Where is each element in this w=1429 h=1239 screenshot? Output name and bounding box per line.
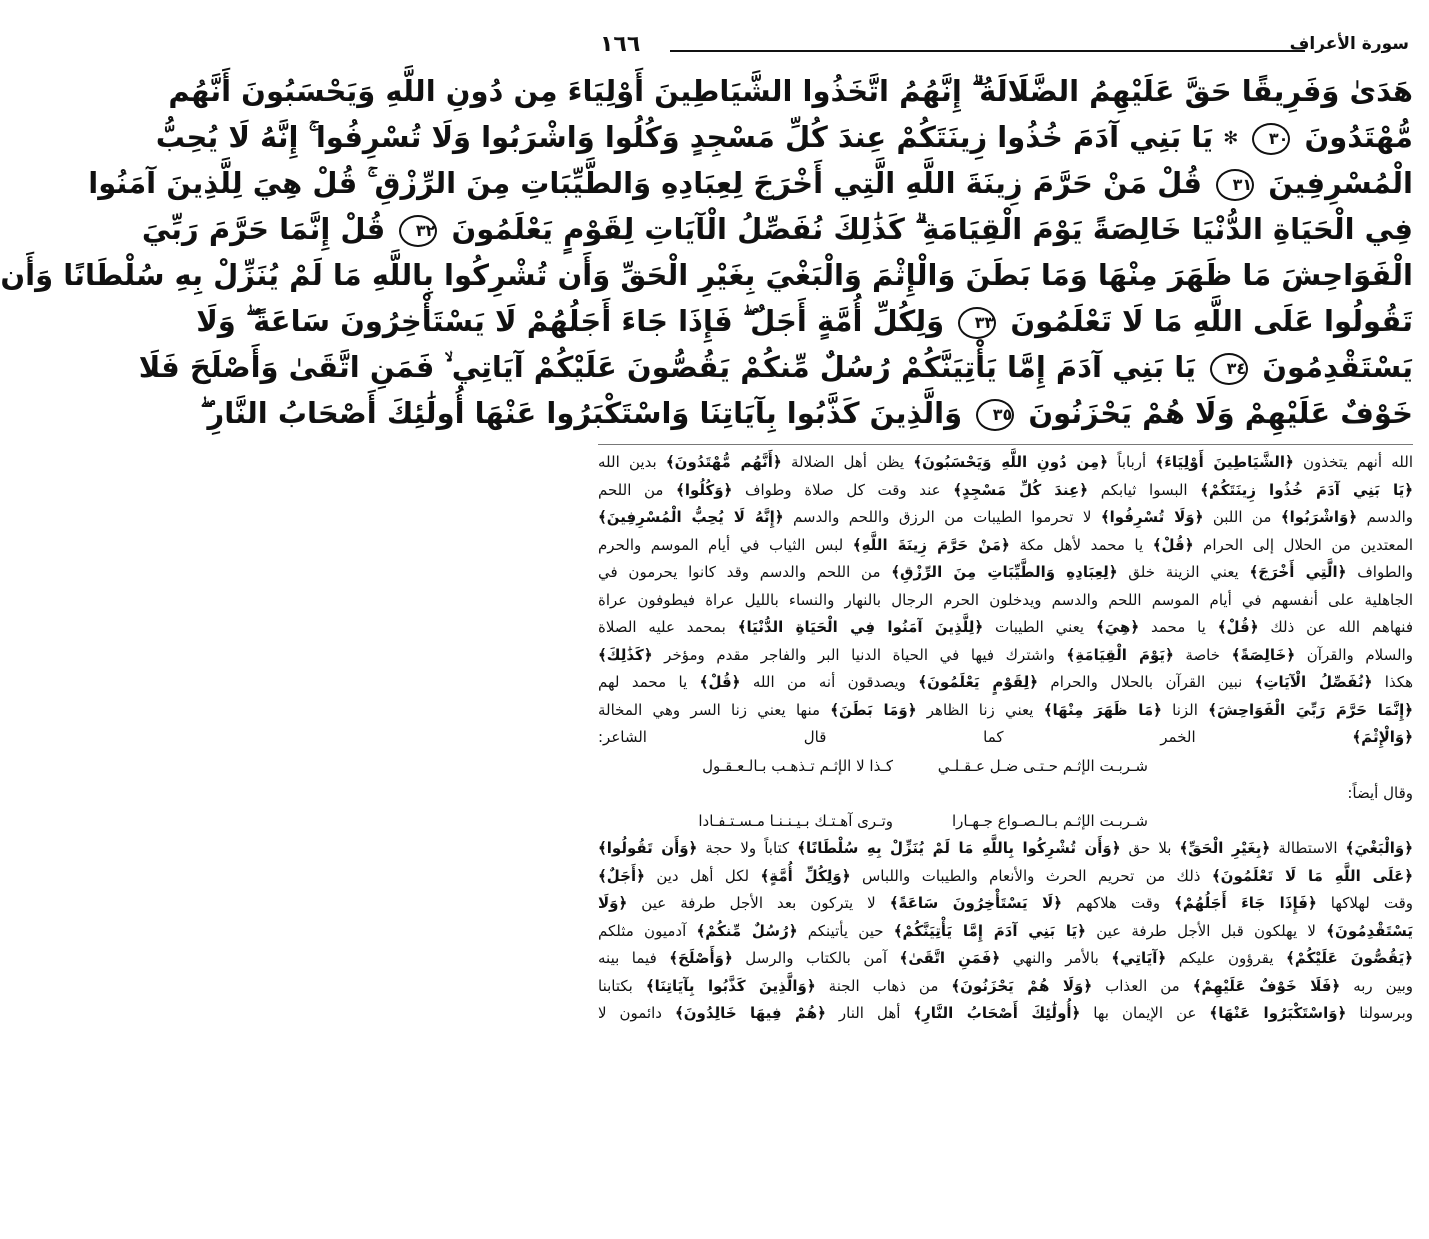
ayah-number-marker: ٣٣ [958, 307, 996, 339]
commentary-text: وبين ربه [1340, 976, 1414, 995]
ayah-number-marker: ٣٠ [1252, 123, 1290, 155]
commentary-text: عند وقت كل صلاة وطواف [732, 480, 954, 499]
quoted-quran-phrase: ﴿الَّتِي أَخْرَجَ﴾ [1249, 563, 1347, 581]
quoted-quran-phrase: ﴿أَنَّهُم مُّهْتَدُونَ﴾ [665, 453, 782, 471]
commentary-text: يعني الطيبات [983, 618, 1096, 636]
commentary-text: دائمون لا [598, 1004, 675, 1022]
quran-line [200, 390, 1413, 436]
tafsir-line [598, 945, 1413, 973]
commentary-text: حين يأتينكم [797, 921, 894, 940]
quoted-quran-phrase: ﴿وَأَن تَقُولُوا﴾ [598, 839, 698, 857]
commentary-text: والطواف [1346, 563, 1413, 581]
commentary-text: من اللحم [598, 480, 677, 499]
tafsir-line [598, 449, 1413, 477]
commentary-text: والسلام والقرآن [1295, 645, 1413, 664]
quoted-quran-phrase: ﴿مِن دُونِ اللَّهِ وَيَحْسَبُونَ﴾ [913, 453, 1109, 471]
quran-text-run: الْمُسْرِفِينَ [1268, 166, 1413, 200]
quran-text-run: يَا بَنِي آدَمَ إِمَّا يَأْتِيَنَّكُمْ رُسُلٌ مِّنكُمْ يَقُصُّونَ عَلَيْكُمْ آيَاتِي ۙ فَمَنِ اتَّقَىٰ وَأَصْلَحَ فَلَا [138, 350, 1197, 384]
commentary-text: هكذا [1372, 673, 1414, 691]
commentary-text: لا يهلكون قبل الأجل طرفة عين [1085, 921, 1327, 940]
quoted-quran-phrase: ﴿لَا يَسْتَأْخِرُونَ سَاعَةً﴾ [889, 894, 1063, 912]
commentary-text: يا محمد لأهل مكة [1009, 535, 1153, 554]
header-rule [670, 50, 1305, 52]
commentary-text: وبرسولنا [1346, 1004, 1413, 1022]
poem-verse-2 [598, 807, 1413, 835]
quran-text-run: قُلْ إِنَّمَا حَرَّمَ رَبِّيَ [141, 212, 386, 246]
quoted-quran-phrase: ﴿يَقُصُّونَ عَلَيْكُمْ﴾ [1286, 949, 1413, 967]
commentary-text: يا محمد لهم [598, 673, 700, 691]
rub-hizb-star-icon: ✻ [1223, 128, 1239, 149]
commentary-text: لبس الثياب في أيام الموسم والحرم [598, 535, 853, 554]
commentary-text: منها يعني زنا السر وهي المخالة [598, 700, 831, 719]
quoted-quran-phrase: ﴿يَا بَنِي آدَمَ خُذُوا زِينَتَكُمْ﴾ [1200, 480, 1414, 499]
commentary-text: والدسم [1357, 508, 1413, 526]
quoted-quran-phrase: ﴿قُلْ﴾ [699, 673, 741, 691]
commentary-text: الجاهلية على أنفسهم في أيام الموسم اللحم والدسم ويدخلون الحرم الرجال بالنهار والنساء بالليل عراة فيطوفون عراة [598, 590, 1413, 609]
tafsir-line [598, 863, 1413, 891]
quran-text-run: خَوْفٌ عَلَيْهِمْ وَلَا هُمْ يَحْزَنُونَ [1028, 396, 1413, 430]
quoted-quran-phrase: ﴿يَا بَنِي آدَمَ إِمَّا يَأْتِيَنَّكُمْ﴾ [893, 921, 1086, 940]
commentary-text: الزنا [1161, 700, 1209, 719]
quoted-quran-phrase: ﴿قُلْ﴾ [1152, 535, 1194, 554]
section-divider [598, 444, 1413, 445]
commentary-text: عن الإيمان بها [1080, 1004, 1210, 1022]
commentary-text: يعني الزينة خلق [1117, 563, 1250, 581]
quran-text-run: وَالَّذِينَ كَذَّبُوا بِآيَاتِنَا وَاسْتَكْبَرُوا عَنْهَا أُولَٰئِكَ أَصْحَابُ النَّارِ ۖ [200, 396, 963, 430]
quoted-quran-phrase: ﴿وَأَن تُشْرِكُوا بِاللَّهِ مَا لَمْ يُنَزِّلْ بِهِ سُلْطَانًا﴾ [797, 839, 1121, 857]
commentary-text: أرباباً [1108, 453, 1156, 471]
page-header [598, 30, 1413, 60]
tafsir-block-1 [598, 449, 1413, 752]
tafsir-line [598, 973, 1413, 1001]
tafsir-line [598, 477, 1413, 505]
quoted-quran-phrase: ﴿وَأَصْلَحَ﴾ [669, 949, 733, 967]
quoted-quran-phrase: ﴿قُلْ﴾ [1217, 618, 1259, 636]
quoted-quran-phrase: ﴿أُولَٰئِكَ أَصْحَابُ النَّارِ﴾ [913, 1004, 1081, 1022]
quoted-quran-phrase: ﴿إِنَّهُ لَا يُحِبُّ الْمُسْرِفِينَ﴾ [598, 508, 784, 526]
poem-verse-1 [598, 752, 1413, 780]
quoted-quran-phrase: ﴿وَلَا هُمْ يَحْزَنُونَ﴾ [951, 976, 1093, 995]
quoted-quran-phrase: ﴿نُفَصِّلُ الْآيَاتِ﴾ [1254, 673, 1373, 691]
quoted-quran-phrase: ﴿وَلِكُلِّ أُمَّةٍ﴾ [760, 866, 851, 885]
commentary-text: يا محمد [1139, 618, 1218, 636]
poem-hemistich: كـذا لا الإثـم تـذهـب بـالـعـقـول [702, 756, 893, 775]
quoted-quran-phrase: ﴿الشَّيَاطِينَ أَوْلِيَاءَ﴾ [1155, 453, 1294, 471]
quoted-quran-phrase: ﴿أَجَلٌ﴾ [598, 866, 645, 885]
quoted-quran-phrase: ﴿وَمَا بَطَنَ﴾ [830, 700, 917, 719]
commentary-text: وقت لهلاكها [1316, 894, 1413, 912]
quran-line [155, 114, 1413, 160]
page-number: ١٦٦ [600, 32, 641, 57]
quoted-quran-phrase: ﴿هِيَ﴾ [1095, 618, 1140, 636]
quran-text-run: وَلِكُلِّ أُمَّةٍ أَجَلٌ ۖ فَإِذَا جَاءَ أَجَلُهُمْ لَا يَسْتَأْخِرُونَ سَاعَةً ۖ وَلَا [196, 304, 945, 338]
commentary-text: من العذاب [1092, 976, 1193, 995]
commentary-text: يظن أهل الضلالة [781, 453, 914, 471]
quran-text-run: تَقُولُوا عَلَى اللَّهِ مَا لَا تَعْلَمُونَ [1010, 304, 1413, 338]
commentary-text: من اللحم والدسم وقد كانوا يحرمون في [598, 563, 892, 581]
quran-line [138, 344, 1413, 390]
quoted-quran-phrase: ﴿مَا ظَهَرَ مِنْهَا﴾ [1043, 700, 1162, 719]
commentary-text: بدين الله [598, 453, 666, 471]
poem-hemistich: وتـرى آهـتـك بـيـنـنـا مـسـتـفـادا [698, 812, 893, 830]
commentary-text: كتاباً ولا حجة [697, 839, 798, 857]
quran-text [0, 68, 1413, 436]
commentary-text: يقرؤون عليكم [1166, 949, 1287, 967]
quoted-quran-phrase: ﴿وَالْإِثْمَ﴾ [1352, 728, 1413, 746]
commentary-text: المعتدين من الحلال إلى الحرام [1193, 535, 1413, 554]
quoted-quran-phrase: ﴿بِغَيْرِ الْحَقِّ﴾ [1179, 839, 1271, 857]
quran-line [141, 206, 1413, 252]
commentary-text: وقت هلاكهم [1062, 894, 1175, 912]
commentary-text: بكتابنا [598, 976, 646, 995]
tafsir-line [598, 614, 1413, 642]
quoted-quran-phrase: ﴿كَذَٰلِكَ﴾ [598, 645, 653, 664]
tafsir-line [598, 504, 1413, 532]
tafsir-line [598, 835, 1413, 863]
commentary-text: البسوا ثيابكم [1088, 480, 1201, 499]
quoted-quran-phrase: ﴿إِنَّمَا حَرَّمَ رَبِّيَ الْفَوَاحِشَ﴾ [1208, 700, 1414, 719]
quoted-quran-phrase: ﴿لِقَوْمٍ يَعْلَمُونَ﴾ [918, 673, 1039, 691]
poem-hemistich: شـربـت الإثـم بـالـصـواع جـهـارا [951, 812, 1148, 830]
commentary-text: آمن بالكتاب والرسل [732, 949, 900, 967]
tafsir-commentary [598, 449, 1413, 1028]
quran-text-run: هَدَىٰ وَفَرِيقًا حَقَّ عَلَيْهِمُ الضَّلَالَةُ ۗ إِنَّهُمُ اتَّخَذُوا الشَّيَاطِينَ أَوْلِيَاءَ مِن دُونِ اللَّهِ وَيَحْسَبُونَ أَنَّهُم [168, 74, 1413, 108]
commentary-text: خاصة [1173, 645, 1232, 664]
commentary-text: بمحمد عليه الصلاة [598, 618, 738, 636]
commentary-text: آدميون مثلكم [598, 921, 697, 940]
quoted-quran-phrase: ﴿وَلَا [598, 894, 628, 912]
quoted-quran-phrase: ﴿يَوْمَ الْقِيَامَةِ﴾ [1066, 645, 1174, 664]
quoted-quran-phrase: ﴿مَنْ حَرَّمَ زِينَةَ اللَّهِ﴾ [852, 535, 1010, 554]
ayah-number-marker: ٣٥ [976, 399, 1014, 431]
tafsir-line [598, 918, 1413, 946]
tafsir-block-2 [598, 835, 1413, 1028]
quoted-quran-phrase: ﴿فَمَنِ اتَّقَىٰ﴾ [899, 949, 1001, 967]
commentary-text: واشترك فيها في الحياة الدنيا البر والفاجر مقدم ومؤخر [652, 645, 1067, 664]
also-said: وقال أيضاً: [1347, 783, 1413, 802]
tafsir-line [598, 890, 1413, 918]
tafsir-line [598, 669, 1413, 697]
quoted-quran-phrase: ﴿عَلَى اللَّهِ مَا لَا تَعْلَمُونَ﴾ [1211, 866, 1413, 885]
ayah-number-marker: ٣٢ [399, 215, 437, 247]
tafsir-line [598, 532, 1413, 560]
commentary-text: بالأمر والنهي [1000, 949, 1112, 967]
commentary-text: نبين القرآن بالحلال والحرام [1038, 673, 1255, 691]
quoted-quran-phrase: ﴿وَلَا تُسْرِفُوا﴾ [1100, 508, 1204, 526]
commentary-text: الخمر كما قال الشاعر: [598, 728, 1353, 746]
commentary-text: ويصدقون أنه من الله [740, 673, 919, 691]
commentary-text: يعني زنا الظاهر [916, 700, 1044, 719]
quoted-quran-phrase: ﴿وَكُلُوا﴾ [676, 480, 733, 499]
commentary-text: من ذهاب الجنة [815, 976, 952, 995]
commentary-text: أهل النار [825, 1004, 914, 1022]
commentary-text: الاستطالة [1270, 839, 1346, 857]
quran-line [196, 298, 1413, 344]
commentary-text: بلا حق [1120, 839, 1180, 857]
quoted-quran-phrase: ﴿وَاشْرَبُوا﴾ [1280, 508, 1358, 526]
quoted-quran-phrase: ﴿لِلَّذِينَ آمَنُوا فِي الْحَيَاةِ الدُّنْيَا﴾ [737, 618, 984, 636]
quoted-quran-phrase: ﴿وَالْبَغْيَ﴾ [1345, 839, 1413, 857]
quran-line [168, 68, 1413, 114]
quran-text-run: الْفَوَاحِشَ مَا ظَهَرَ مِنْهَا وَمَا بَطَنَ وَالْإِثْمَ وَالْبَغْيَ بِغَيْرِ الْحَقِّ وَأَن تُشْرِكُوا بِاللَّهِ مَا لَمْ يُنَزِّلْ بِهِ سُلْطَانًا وَأَن [0, 258, 1413, 292]
tafsir-line [598, 642, 1413, 670]
tafsir-line [598, 724, 1413, 752]
quoted-quran-phrase: ﴿وَالَّذِينَ كَذَّبُوا بِآيَاتِنَا﴾ [645, 976, 816, 995]
commentary-text: ذلك من تحريم الحرث والأنعام والطيبات واللباس [850, 866, 1212, 885]
poem-hemistich: شـربـت الإثـم حـتـى ضـل عـقـلـي [937, 756, 1148, 775]
quran-text-run: قُلْ مَنْ حَرَّمَ زِينَةَ اللَّهِ الَّتِي أَخْرَجَ لِعِبَادِهِ وَالطَّيِّبَاتِ مِنَ الرِّزْقِ ۚ قُلْ هِيَ لِلَّذِينَ آمَنُوا [88, 166, 1203, 200]
tafsir-line [598, 587, 1413, 615]
quran-text-run: فِي الْحَيَاةِ الدُّنْيَا خَالِصَةً يَوْمَ الْقِيَامَةِ ۗ كَذَٰلِكَ نُفَصِّلُ الْآيَاتِ لِقَوْمٍ يَعْلَمُونَ [451, 212, 1413, 246]
mushaf-page [0, 30, 1414, 1230]
quran-text-run: مُّهْتَدُونَ [1304, 120, 1413, 154]
tafsir-line [598, 697, 1413, 725]
ayah-number-marker: ٣٤ [1210, 353, 1248, 385]
quoted-quran-phrase: ﴿فَلَا خَوْفٌ عَلَيْهِمْ﴾ [1192, 976, 1341, 995]
commentary-text: فيما بينه [598, 949, 670, 967]
quran-text-run: يَسْتَقْدِمُونَ [1262, 350, 1413, 384]
quoted-quran-phrase: ﴿خَالِصَةً﴾ [1231, 645, 1296, 664]
quoted-quran-phrase: ﴿لِعِبَادِهِ وَالطَّيِّبَاتِ مِنَ الرِّزْقِ﴾ [891, 563, 1118, 581]
quoted-quran-phrase: ﴿آيَاتِي﴾ [1111, 949, 1167, 967]
quoted-quran-phrase: ﴿وَاسْتَكْبَرُوا عَنْهَا﴾ [1209, 1004, 1347, 1022]
quoted-quran-phrase: ﴿عِندَ كُلِّ مَسْجِدٍ﴾ [953, 480, 1089, 499]
quoted-quran-phrase: يَسْتَقْدِمُونَ﴾ [1326, 921, 1413, 940]
surah-title: سورة الأعراف [1289, 34, 1409, 54]
quoted-quran-phrase: ﴿هُمْ فِيهَا خَالِدُونَ﴾ [674, 1004, 826, 1022]
quoted-quran-phrase: ﴿فَإِذَا جَاءَ أَجَلُهُمْ﴾ [1174, 894, 1317, 912]
commentary-text: الله أنهم يتخذون [1293, 453, 1414, 471]
tafsir-line [598, 1000, 1413, 1028]
commentary-text: لا تحرموا الطيبات من الرزق واللحم والدسم [783, 508, 1101, 526]
commentary-text: من اللبن [1203, 508, 1281, 526]
commentary-text: لا يتركون بعد الأجل طرفة عين [627, 894, 890, 912]
commentary-text: فنهاهم الله عن ذلك [1258, 618, 1414, 636]
quran-line [88, 160, 1413, 206]
quran-text-run: يَا بَنِي آدَمَ خُذُوا زِينَتَكُمْ عِندَ كُلِّ مَسْجِدٍ وَكُلُوا وَاشْرَبُوا وَلَا تُسْرِفُوا ۚ إِنَّهُ لَا يُحِبُّ [155, 120, 1214, 154]
quran-line [0, 252, 1413, 298]
commentary-text: لكل أهل دين [644, 866, 761, 885]
quoted-quran-phrase: ﴿رُسُلٌ مِّنكُمْ﴾ [696, 921, 798, 940]
tafsir-line [598, 559, 1413, 587]
ayah-number-marker: ٣١ [1216, 169, 1254, 201]
